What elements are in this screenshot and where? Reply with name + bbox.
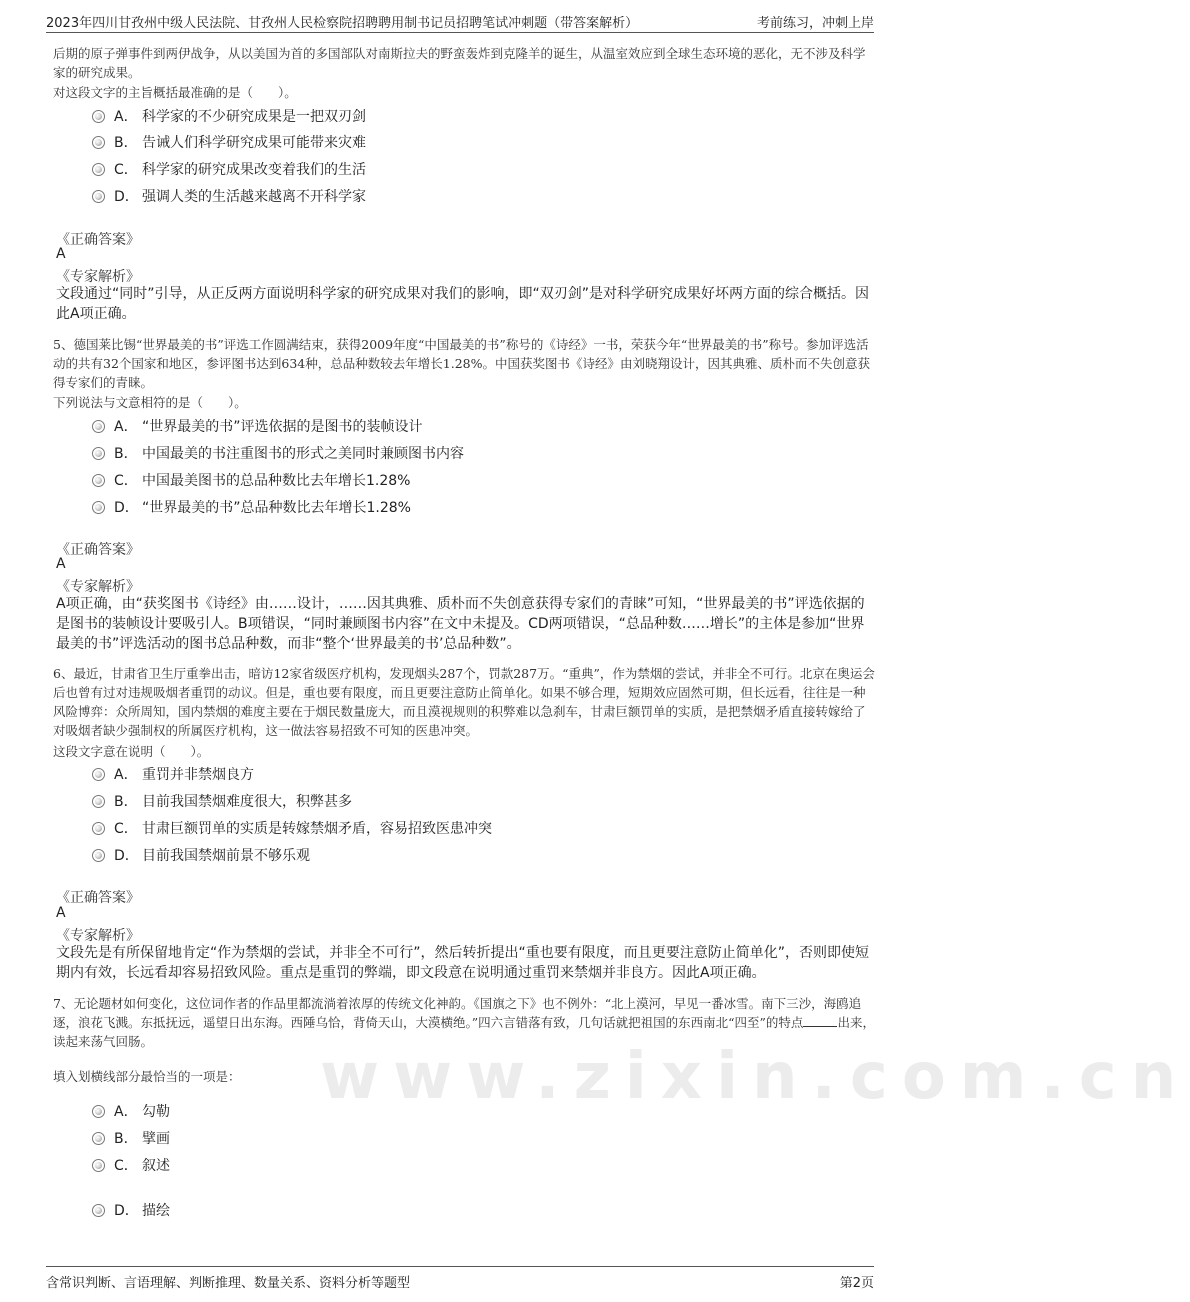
q5-answer: A <box>56 556 66 572</box>
radio-icon[interactable] <box>92 1204 105 1217</box>
page-header <box>46 10 874 33</box>
radio-icon[interactable] <box>92 849 105 862</box>
page-number: 第2页 <box>839 1276 874 1291</box>
q6-analysis-label: 《专家解析》 <box>56 928 140 944</box>
q4-question: 对这段文字的主旨概括最准确的是（ ）。 <box>53 85 297 100</box>
q6-question: 这段文字意在说明（ ）。 <box>53 744 210 759</box>
footer-note: 含常识判断、言语理解、判断推理、数量关系、资料分析等题型 <box>46 1276 411 1291</box>
radio-icon[interactable] <box>92 474 105 487</box>
document-title: 2023年四川甘孜州中级人民法院、甘孜州人民检察院招聘聘用制书记员招聘笔试冲刺题（带答案解析） <box>46 16 639 31</box>
q4-analysis: 文段通过“同时”引导，从正反两方面说明科学家的研究成果对我们的影响，即“双刃剑”是对科学研究成果好坏两方面的综合概括。因此A项正确。 <box>56 286 870 322</box>
page-footer <box>46 1266 874 1293</box>
fill-blank <box>803 1014 837 1027</box>
q5-analysis-label: 《专家解析》 <box>56 579 140 595</box>
q6-answer: A <box>56 905 66 921</box>
radio-icon[interactable] <box>92 795 105 808</box>
q4-passage: 后期的原子弹事件到两伊战争，从以美国为首的多国部队对南斯拉夫的野蛮轰炸到克隆羊的诞生，从温室效应到全球生态环境的恶化，无不涉及科学家的研究成果。 <box>53 46 866 80</box>
radio-icon[interactable] <box>92 1159 105 1172</box>
q7-question: 填入划横线部分最恰当的一项是： <box>53 1069 241 1084</box>
q4-analysis-label: 《专家解析》 <box>56 269 140 285</box>
q6-passage: 6、最近，甘肃省卫生厅重拳出击，暗访12家省级医疗机构，发现烟头287个，罚款287万。“重典”，作为禁烟的尝试，并非全不可行。北京在奥运会后也曾有过对违规吸烟者重罚的动议。但是，重也要有限度，而且更要注意防止简单化。如果不够合理，短期效应固然可期，但长远看，往往是一种风险博弈：众所周知，国内禁烟的难度主要在于烟民数量庞大，而且漠视规则的积弊难以急刹车，甘肃巨额罚单的实质，是把禁烟矛盾直接转嫁给了对吸烟者缺少强制权的所属医疗机构，这一做法容易招致不可知的医患冲突。 <box>53 666 875 738</box>
radio-icon[interactable] <box>92 190 105 203</box>
q7-passage: 7、无论题材如何变化，这位词作者的作品里都流淌着浓厚的传统文化神韵。《国旗之下》也不例外：“北上漠河，早见一番冰雪。南下三沙，海鸥追逐，浪花飞溅。东抵抚远，遥望日出东海。西陲乌恰，背倚天山，大漠横绝。”四六言错落有致，几句话就把祖国的东西南北“四至”的特点 出来，读起来荡气回肠。 <box>53 996 875 1049</box>
q4-answer-label: 《正确答案》 <box>56 232 140 248</box>
radio-icon[interactable] <box>92 447 105 460</box>
radio-icon[interactable] <box>92 1105 105 1118</box>
q5-analysis: A项正确，由“获奖图书《诗经》由……设计，……因其典雅、质朴而不失创意获得专家们的青睐”可知，“世界最美的书”评选依据的是图书的装帧设计要吸引人。B项错误，“同时兼顾图书内容”在文中未提及。CD两项错误，“总品种数……增长”的主体是参加“世界最美的书”评选活动的图书总品种数，而非“整个‘世界最美的书’总品种数”。 <box>56 596 865 652</box>
radio-icon[interactable] <box>92 110 105 123</box>
q6-analysis: 文段先是有所保留地肯定“作为禁烟的尝试，并非全不可行”，然后转折提出“重也要有限度，而且更要注意防止简单化”，否则即使短期内有效，长远看却容易招致风险。重点是重罚的弊端，即文段意在说明通过重罚来禁烟并非良方。因此A项正确。 <box>56 945 870 981</box>
radio-icon[interactable] <box>92 501 105 514</box>
q4-answer: A <box>56 246 66 262</box>
q5-passage: 5、德国莱比锡“世界最美的书”评选工作圆满结束，获得2009年度“中国最美的书”称号的《诗经》一书，荣获今年“世界最美的书”称号。参加评选活动的共有32个国家和地区，参评图书达到634种，总品种数较去年增长1.28%。中国获奖图书《诗经》由刘晓翔设计，因其典雅、质朴而不失创意获得专家们的青睐。 <box>53 337 870 390</box>
radio-icon[interactable] <box>92 136 105 149</box>
q5-question: 下列说法与文意相符的是（ ）。 <box>53 395 247 410</box>
radio-icon[interactable] <box>92 822 105 835</box>
radio-icon[interactable] <box>92 163 105 176</box>
watermark: www.zixin.com.cn <box>320 1040 1190 1114</box>
radio-icon[interactable] <box>92 768 105 781</box>
q5-answer-label: 《正确答案》 <box>56 542 140 558</box>
radio-icon[interactable] <box>92 1132 105 1145</box>
radio-icon[interactable] <box>92 420 105 433</box>
header-slogan: 考前练习，冲刺上岸 <box>756 16 874 31</box>
q6-answer-label: 《正确答案》 <box>56 890 140 906</box>
